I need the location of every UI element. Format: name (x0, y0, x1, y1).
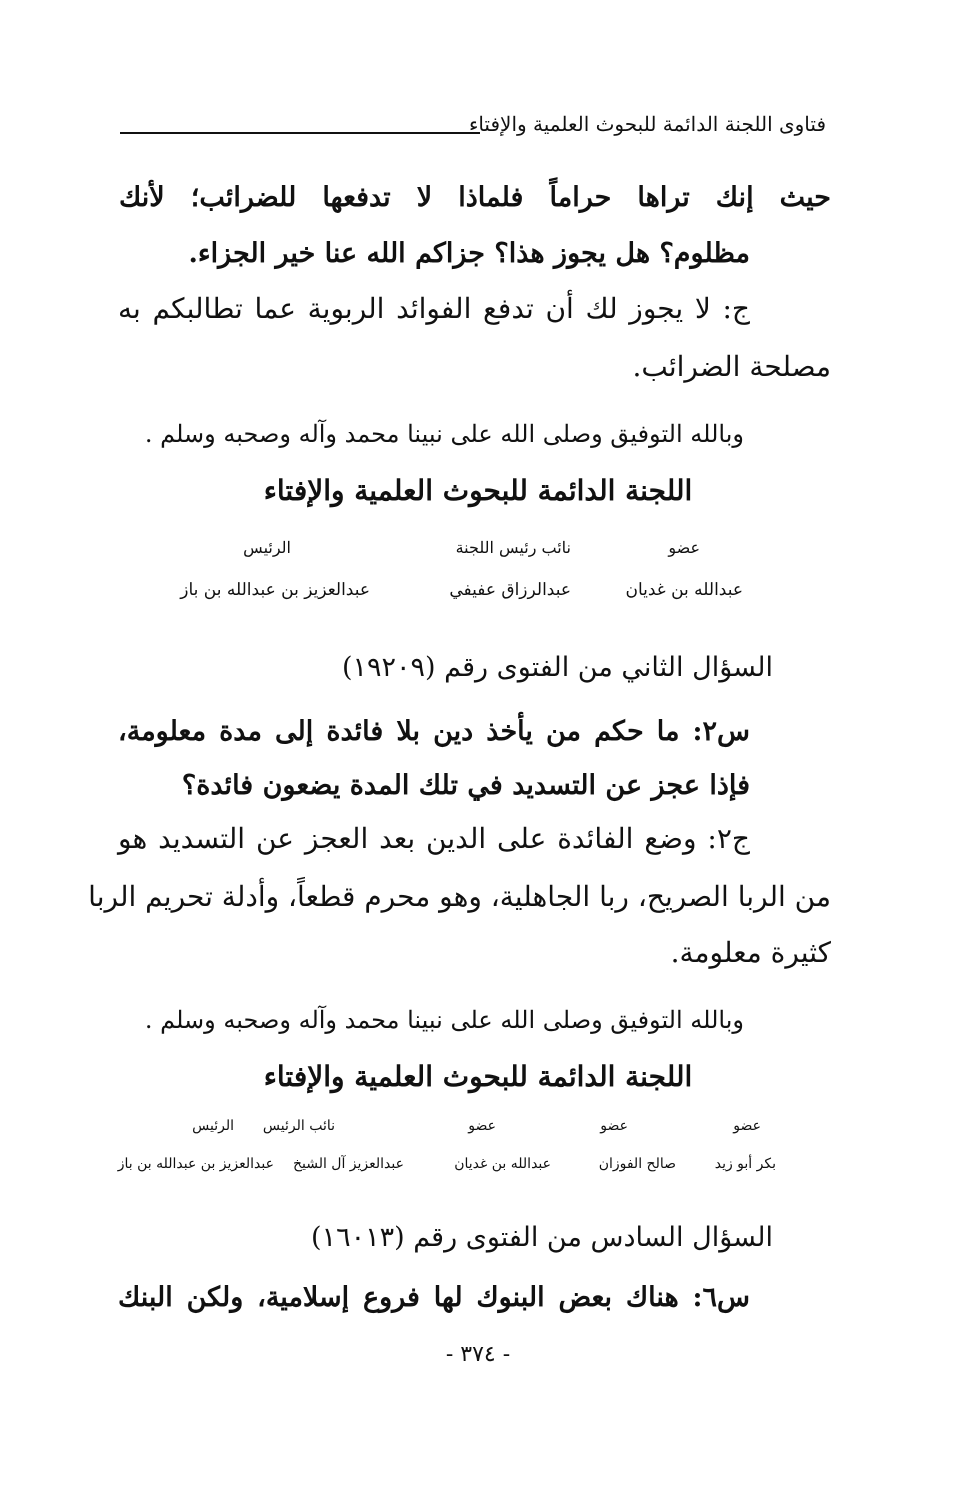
signatory-name: عبدالله بن غديان (454, 1156, 551, 1172)
signatory-name: عبدالعزيز آل الشيخ (292, 1156, 404, 1172)
signatory-title: نائب رئيس اللجنة (455, 538, 571, 557)
committee-title: اللجنة الدائمة للبحوث العلمية والإفتاء (263, 474, 693, 507)
signatory-title: عضو (668, 538, 700, 557)
answer-line: ج٢: وضع الفائدة على الدين بعد العجز عن التسديد هو (118, 822, 750, 855)
signatory-name: عبدالله بن غديان (625, 580, 743, 600)
answer-line: ج: لا يجوز لك أن تدفع الفوائد الربوية عما تطالبكم به (118, 292, 750, 325)
question-line: فإذا عجز عن التسديد في تلك المدة يضعون فائدة؟ (181, 770, 750, 801)
question-line: مظلوم؟ هل يجوز هذا؟ جزاكم الله عنا خير الجزاء. (188, 238, 750, 269)
running-header: فتاوى اللجنة الدائمة للبحوث العلمية والإفتاء (468, 112, 826, 136)
signatory-name: صالح الفوزان (598, 1156, 676, 1172)
signatory-name: عبدالرزاق عفيفي (449, 580, 571, 600)
answer-line: مصلحة الضرائب. (632, 350, 831, 383)
closing-formula: وبالله التوفيق وصلى الله على نبينا محمد وآله وصحبه وسلم . (144, 1006, 744, 1034)
signatory-title: الرئيس (192, 1118, 234, 1134)
signatory-name: عبدالعزيز بن عبدالله بن باز (180, 580, 370, 600)
fatwa-heading: السؤال السادس من الفتوى رقم (١٦٠١٣) (311, 1222, 773, 1253)
page-number: - ٣٧٤ - (445, 1342, 511, 1367)
fatwa-heading: السؤال الثاني من الفتوى رقم (١٩٢٠٩) (341, 652, 773, 683)
signatory-title: نائب الرئيس (262, 1118, 335, 1134)
answer-line: من الربا الصريح، ربا الجاهلية، وهو محرم قطعاً، وأدلة تحريم الربا (88, 880, 831, 913)
signatory-title: عضو (600, 1118, 628, 1134)
answer-line: كثيرة معلومة. (670, 936, 831, 969)
question-line: حيث إنك تراها حراماً فلماذا لا تدفعها للضرائب؛ لأنك (119, 182, 831, 213)
committee-title: اللجنة الدائمة للبحوث العلمية والإفتاء (263, 1060, 693, 1093)
signatory-title: الرئيس (243, 538, 291, 557)
question-line: س٦: هناك بعض البنوك لها فروع إسلامية، ولكن البنك (118, 1282, 750, 1313)
question-line: س٢: ما حكم من يأخذ دين بلا فائدة إلى مدة معلومة، (118, 716, 750, 747)
header-rule (120, 132, 480, 134)
signatory-name: بكر أبو زيد (714, 1156, 776, 1172)
signatory-title: عضو (733, 1118, 761, 1134)
signatory-name: عبدالعزيز بن عبدالله بن باز (117, 1156, 274, 1172)
signatory-title: عضو (468, 1118, 496, 1134)
closing-formula: وبالله التوفيق وصلى الله على نبينا محمد وآله وصحبه وسلم . (144, 420, 744, 448)
